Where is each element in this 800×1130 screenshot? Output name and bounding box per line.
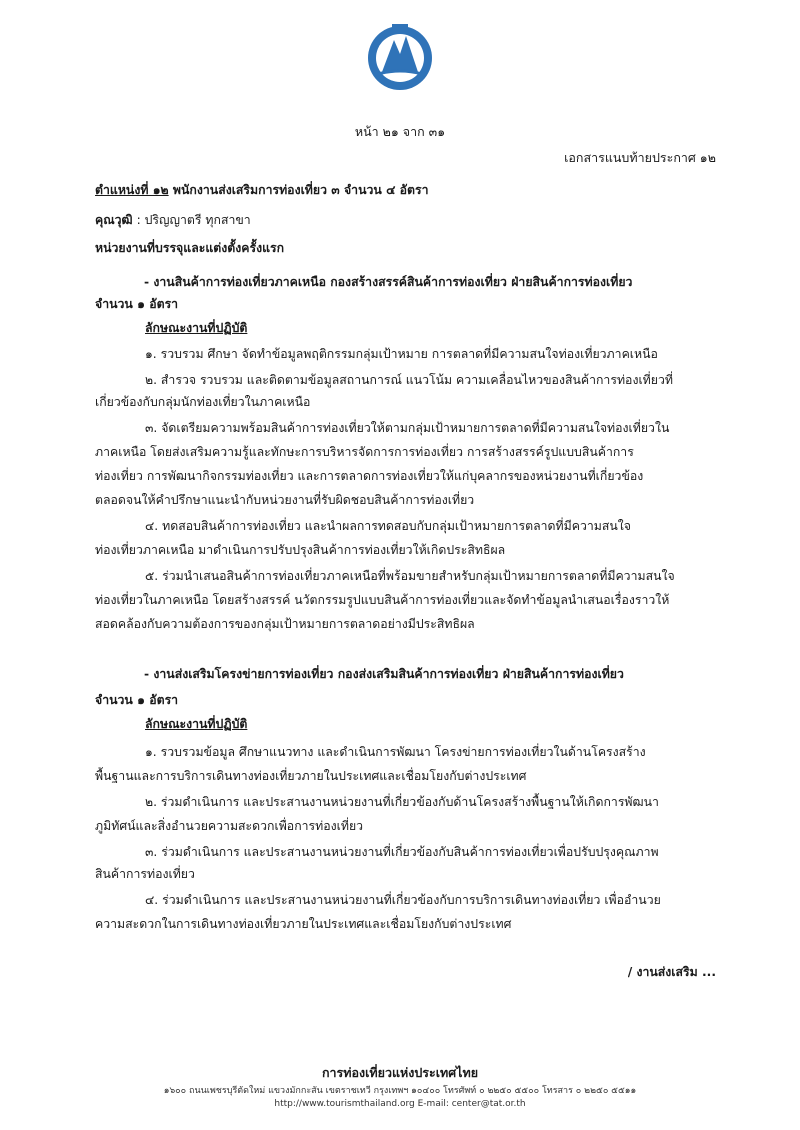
- section1-line: เกี่ยวข้องกับกลุ่มนักท่องเที่ยวในภาคเหนือ: [95, 395, 311, 409]
- section1-line: ๓. จัดเตรียมความพร้อมสินค้าการท่องเที่ยวให้ตามกลุ่มเป้าหมายการตลาดที่มีความสนใจท่องเที่ยวใน: [145, 421, 670, 435]
- section2-line: ๓. ร่วมดำเนินการ และประสานงานหน่วยงานที่เกี่ยวข้องกับสินค้าการท่องเที่ยวเพื่อปรับปรุงคุณภาพ: [145, 845, 659, 859]
- section2-line: ภูมิทัศน์และสิ่งอำนวยความสะดวกเพื่อการท่องเที่ยว: [95, 819, 364, 833]
- continuation-note: / งานส่งเสริม ...: [627, 965, 716, 979]
- section1-count: จำนวน ๑ อัตรา: [95, 297, 179, 311]
- section1-line: ท่องเที่ยวภาคเหนือ มาดำเนินการปรับปรุงสินค้าการท่องเที่ยวให้เกิดประสิทธิผล: [95, 543, 506, 557]
- section1-line: ๕. ร่วมนำเสนอสินค้าการท่องเที่ยวภาคเหนือที่พร้อมขายสำหรับกลุ่มเป้าหมายการตลาดที่มีความสนใจ: [145, 569, 675, 583]
- section1-line: ๔. ทดสอบสินค้าการท่องเที่ยว และนำผลการทดสอบกับกลุ่มเป้าหมายการตลาดที่มีความสนใจ: [145, 519, 632, 533]
- section2-line: พื้นฐานและการบริการเดินทางท่องเที่ยวภายในประเทศและเชื่อมโยงกับต่างประเทศ: [95, 769, 527, 783]
- position-text: พนักงานส่งเสริมการท่องเที่ยว ๓ จำนวน ๔ อัตรา: [168, 183, 429, 197]
- section1-line: ท่องเที่ยว การพัฒนากิจกรรมท่องเที่ยว และการตลาดการท่องเที่ยวให้แก่บุคลากรของหน่วยงานที่เกี่ยวข้อง: [95, 469, 644, 483]
- footer-contact: http://www.tourismthailand.org E-mail: center@tat.or.th: [274, 1099, 526, 1109]
- section1-duties-heading: ลักษณะงานที่ปฏิบัติ: [145, 321, 248, 335]
- section1-line: ท่องเที่ยวในภาคเหนือ โดยสร้างสรรค์ นวัตกรรมรูปแบบสินค้าการท่องเที่ยวและจัดทำข้อมูลนำเสนอเรื่องราวให้: [95, 593, 670, 607]
- first-unit-heading: หน่วยงานที่บรรจุและแต่งตั้งครั้งแรก: [95, 241, 285, 255]
- section1-title: - งานสินค้าการท่องเที่ยวภาคเหนือ กองสร้างสรรค์สินค้าการท่องเที่ยว ฝ่ายสินค้าการท่องเที่ยว: [144, 275, 633, 289]
- section2-duties-heading: ลักษณะงานที่ปฏิบัติ: [145, 717, 248, 731]
- footer-org-name: การท่องเที่ยวแห่งประเทศไทย: [321, 1065, 479, 1080]
- section2-line: ๒. ร่วมดำเนินการ และประสานงานหน่วยงานที่เกี่ยวข้องกับด้านโครงสร้างพื้นฐานให้เกิดการพัฒนา: [145, 795, 659, 809]
- position-label: ตำแหน่งที่ ๑๒: [95, 183, 169, 197]
- qualification-label: คุณวุฒิ: [95, 213, 133, 227]
- qualification-text: : ปริญญาตรี ทุกสาขา: [132, 213, 251, 227]
- section2-line: ๔. ร่วมดำเนินการ และประสานงานหน่วยงานที่เกี่ยวข้องกับการบริการเดินทางท่องเที่ยว เพื่ออำนวย: [145, 893, 661, 907]
- section2-title: - งานส่งเสริมโครงข่ายการท่องเที่ยว กองส่งเสริมสินค้าการท่องเที่ยว ฝ่ายสินค้าการท่องเที่ยว: [144, 667, 624, 681]
- section1-line: ตลอดจนให้คำปรึกษาแนะนำกับหน่วยงานที่รับผิดชอบสินค้าการท่องเที่ยว: [95, 493, 475, 507]
- tat-logo-icon: [364, 20, 436, 100]
- section1-line: สอดคล้องกับความต้องการของกลุ่มเป้าหมายการตลาดอย่างมีประสิทธิผล: [95, 617, 475, 631]
- section2-count: จำนวน ๑ อัตรา: [95, 693, 179, 707]
- section1-line: ๒. สำรวจ รวบรวม และติดตามข้อมูลสถานการณ์ แนวโน้ม ความเคลื่อนไหวของสินค้าการท่องเที่ยวที่: [145, 373, 673, 387]
- section1-line: ๑. รวบรวม ศึกษา จัดทำข้อมูลพฤติกรรมกลุ่มเป้าหมาย การตลาดที่มีความสนใจท่องเที่ยวภาคเหนือ: [145, 347, 658, 361]
- annex-label: เอกสารแนบท้ายประกาศ ๑๒: [564, 150, 716, 165]
- section1-line: ภาคเหนือ โดยส่งเสริมความรู้และทักษะการบริหารจัดการการท่องเที่ยว การสร้างสรรค์รูปแบบสินค้าการ: [95, 445, 634, 459]
- page-number: หน้า ๒๑ จาก ๓๑: [354, 124, 446, 139]
- position-line: [95, 180, 720, 200]
- section2-line: ๑. รวบรวมข้อมูล ศึกษาแนวทาง และดำเนินการพัฒนา โครงข่ายการท่องเที่ยวในด้านโครงสร้าง: [145, 745, 646, 759]
- section2-line: ความสะดวกในการเดินทางท่องเที่ยวภายในประเทศและเชื่อมโยงกับต่างประเทศ: [95, 917, 512, 931]
- qualification-line: [95, 210, 720, 230]
- tat-logo: [364, 20, 436, 100]
- footer-address: ๑๖๐๐ ถนนเพชรบุรีตัดใหม่ แขวงมักกะสัน เขตราชเทวี กรุงเทพฯ ๑๐๔๐๐ โทรศัพท์ ๐ ๒๒๕๐ ๕๕๐๐ โทรสาร ๐ ๒๒๕๐ ๕๕๑๑: [163, 1086, 637, 1096]
- section2-line: สินค้าการท่องเที่ยว: [95, 867, 195, 881]
